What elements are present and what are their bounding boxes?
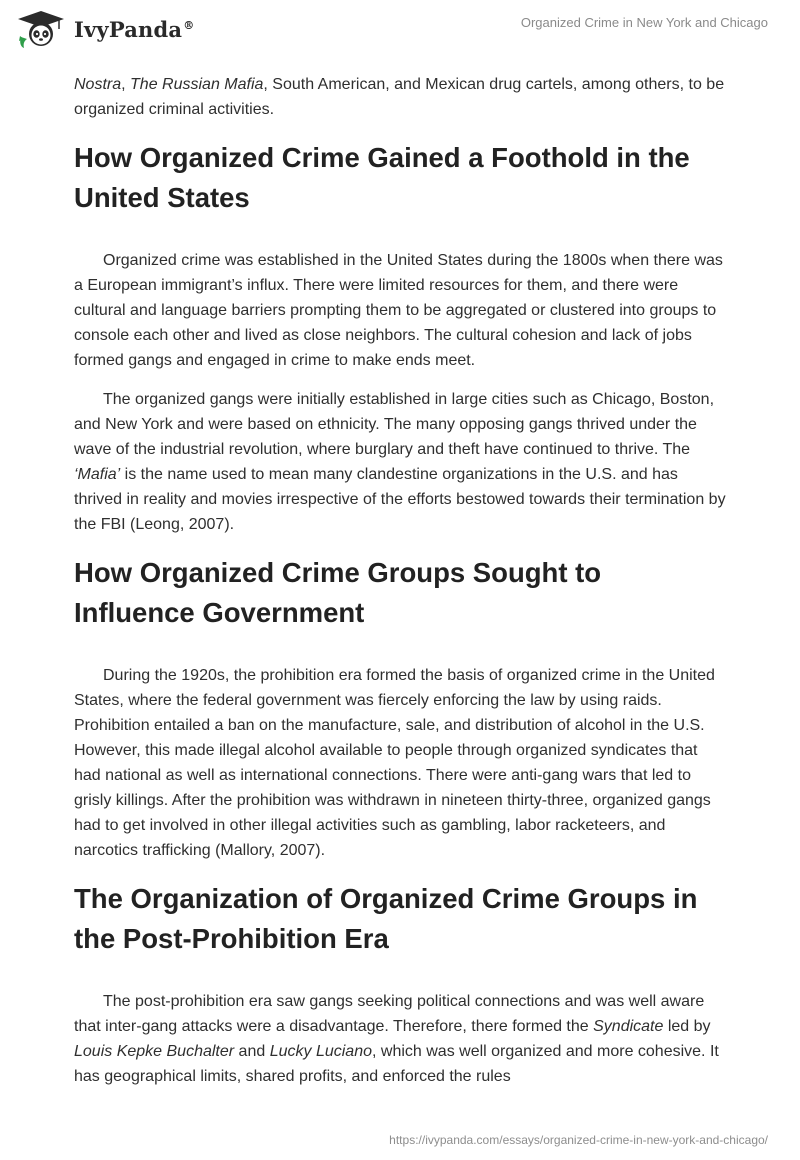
paragraph: Organized crime was established in the United States during the 1800s when there was a European immigrant’s influx. There were limited resources for them, and there were cultural and language barriers prompting them to be aggregated or clustered into groups to console each other and lived as close neighbors. The cultural cohesion and lack of jobs formed gangs and engaged in crime to make ends meet. [74, 252, 723, 369]
section-heading: How Organized Crime Gained a Foothold in the United States [74, 142, 690, 213]
document-title: Organized Crime in New York and Chicago [520, 15, 768, 30]
ivypanda-logo[interactable] [14, 9, 194, 49]
article-body [74, 72, 726, 1103]
intro-paragraph: Nostra, The Russian Mafia, South American, and Mexican drug cartels, among others, to be organized criminal activities. [74, 76, 725, 118]
panda-graduate-icon [14, 9, 68, 49]
paragraph: During the 1920s, the prohibition era formed the basis of organized crime in the United States, where the federal government was fiercely enforcing the law by using raids. Prohibition entailed a ban on the manufacture, sale, and distribution of alcohol in the U.S. However, this made illegal alcohol available to people through organized syndicates that had national as well as international connections. There were anti-gang wars that led to grisly killings. After the prohibition was withdrawn in nineteen thirty-three, organized gangs had to get involved in other illegal activities such as gambling, labor racketeers, and narcotics trafficking (Mallory, 2007). [74, 667, 715, 859]
brand-name: IvyPanda® [74, 16, 195, 42]
paragraph: The post-prohibition era saw gangs seeking political connections and was well aware that inter-gang attacks were a disadvantage. Therefore, there formed the Syndicate led by Louis Kepke Buchalter and Lucky Luciano, which was well organized and more cohesive. It has geographical limits, shared profits, and enforced the rules [74, 993, 719, 1085]
page-header [0, 0, 800, 70]
section-heading: How Organized Crime Groups Sought to Influence Government [74, 557, 602, 628]
section-heading: The Organization of Organized Crime Groups in the Post-Prohibition Era [74, 883, 698, 954]
paragraph: The organized gangs were initially established in large cities such as Chicago, Boston, and New York and were based on ethnicity. The many opposing gangs thrived under the wave of the industrial revolution, where burglary and theft have continued to thrive. The ‘Mafia’ is the name used to mean many clandestine organizations in the U.S. and has thrived in reality and movies irrespective of the efforts bestowed towards their termination by the FBI (Leong, 2007). [74, 391, 726, 533]
source-url-link[interactable]: https://ivypanda.com/essays/organized-crime-in-new-york-and-chicago/ [389, 1133, 768, 1147]
